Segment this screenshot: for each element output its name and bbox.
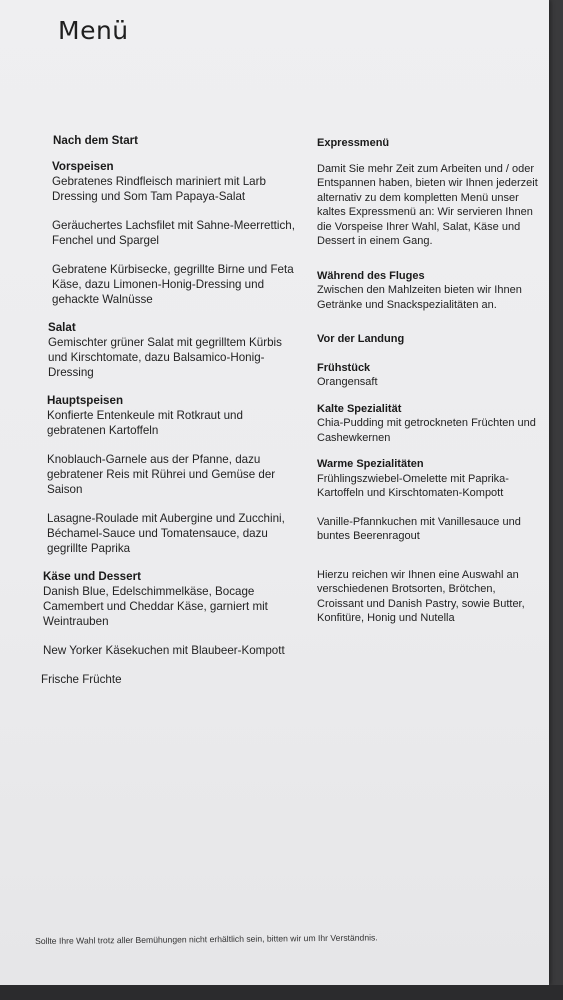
cold-heading: Kalte Spezialität (317, 402, 402, 415)
breakfast-heading: Frühstück (317, 361, 371, 374)
footer-note: Sollte Ihre Wahl trotz aller Bemühungen nicht erhältlich sein, bitten wir um Ihr Verständnis. (35, 932, 378, 946)
left-column (42, 133, 304, 687)
express-heading: Expressmenü (317, 137, 390, 149)
landing-heading: Vor der Landung (317, 333, 405, 345)
menu-item: Knoblauch-Garnele aus der Pfanne, dazu gebratener Reis mit Rührei und Gemüse der Saison (47, 453, 276, 496)
group-salad (48, 320, 304, 380)
section-heading-after-takeoff: Nach dem Start (53, 134, 139, 147)
cold-text: Chia-Pudding mit getrockneten Früchten und Cashewkernen (317, 417, 536, 444)
menu-item: Gemischter grüner Salat mit gegrilltem Kürbis und Kirschtomate, dazu Balsamico-Honig-Dressing (48, 336, 282, 379)
group-heading: Hauptspeisen (47, 394, 124, 407)
group-cheese-dessert (43, 569, 304, 687)
right-column (317, 136, 542, 626)
during-text: Zwischen den Mahlzeiten bieten wir Ihnen Getränke und Snackspezialitäten an. (317, 284, 522, 311)
menu-item: Lasagne-Roulade mit Aubergine und Zucchini, Béchamel-Sauce und Tomatensauce, dazu gegrillte Paprika (47, 512, 285, 555)
menu-item: New Yorker Käsekuchen mit Blaubeer-Kompott (43, 644, 285, 657)
bread-text: Hierzu reichen wir Ihnen eine Auswahl an verschiedenen Brotsorten, Brötchen, Croissant und Danish Pastry, sowie Butter, Konfitüre, Honig und Nutella (317, 568, 525, 624)
menu-item: Danish Blue, Edelschimmelkäse, Bocage Camembert und Cheddar Käse, garniert mit Weintrauben (43, 585, 268, 628)
cold-special (317, 402, 542, 446)
menu-item: Vanille-Pfannkuchen mit Vanillesauce und buntes Beerenragout (317, 515, 521, 542)
group-heading: Käse und Dessert (43, 570, 141, 583)
menu-item: Frühlingszwiebel-Omelette mit Paprika-Kartoffeln und Kirschtomaten-Kompott (317, 472, 509, 499)
menu-item: Geräuchertes Lachsfilet mit Sahne-Meerrettich, Fenchel und Spargel (52, 219, 295, 247)
warm-specials (317, 457, 542, 544)
breakfast (317, 361, 542, 390)
warm-heading: Warme Spezialitäten (317, 458, 424, 470)
group-starters (52, 159, 304, 307)
group-heading: Salat (48, 321, 76, 334)
express-text: Damit Sie mehr Zeit zum Arbeiten und / oder Entspannen haben, bieten wir Ihnen jederzeit alternativ zu dem kompletten Menü unser kaltes Expressmenü an: Wir servieren Ihnen die Vorspeise Ihrer Wahl, Salat, Käse und Dessert in einem Gang. (317, 162, 538, 247)
menu-item: Gebratene Kürbisecke, gegrillte Birne und Feta Käse, dazu Limonen-Honig-Dressing und gehackte Walnüsse (52, 263, 294, 306)
breakfast-text: Orangensaft (317, 376, 378, 388)
page-title: Menü (58, 16, 129, 45)
group-mains (47, 393, 304, 556)
background-surface (0, 985, 563, 1000)
during-flight (317, 269, 542, 313)
group-heading: Vorspeisen (52, 160, 114, 173)
menu-item: Frische Früchte (41, 673, 122, 686)
during-heading: Während des Fluges (317, 269, 425, 282)
menu-item: Konfierte Entenkeule mit Rotkraut und gebratenen Kartoffeln (47, 409, 243, 437)
menu-item: Gebratenes Rindfleisch mariniert mit Larb Dressing und Som Tam Papaya-Salat (52, 175, 266, 203)
